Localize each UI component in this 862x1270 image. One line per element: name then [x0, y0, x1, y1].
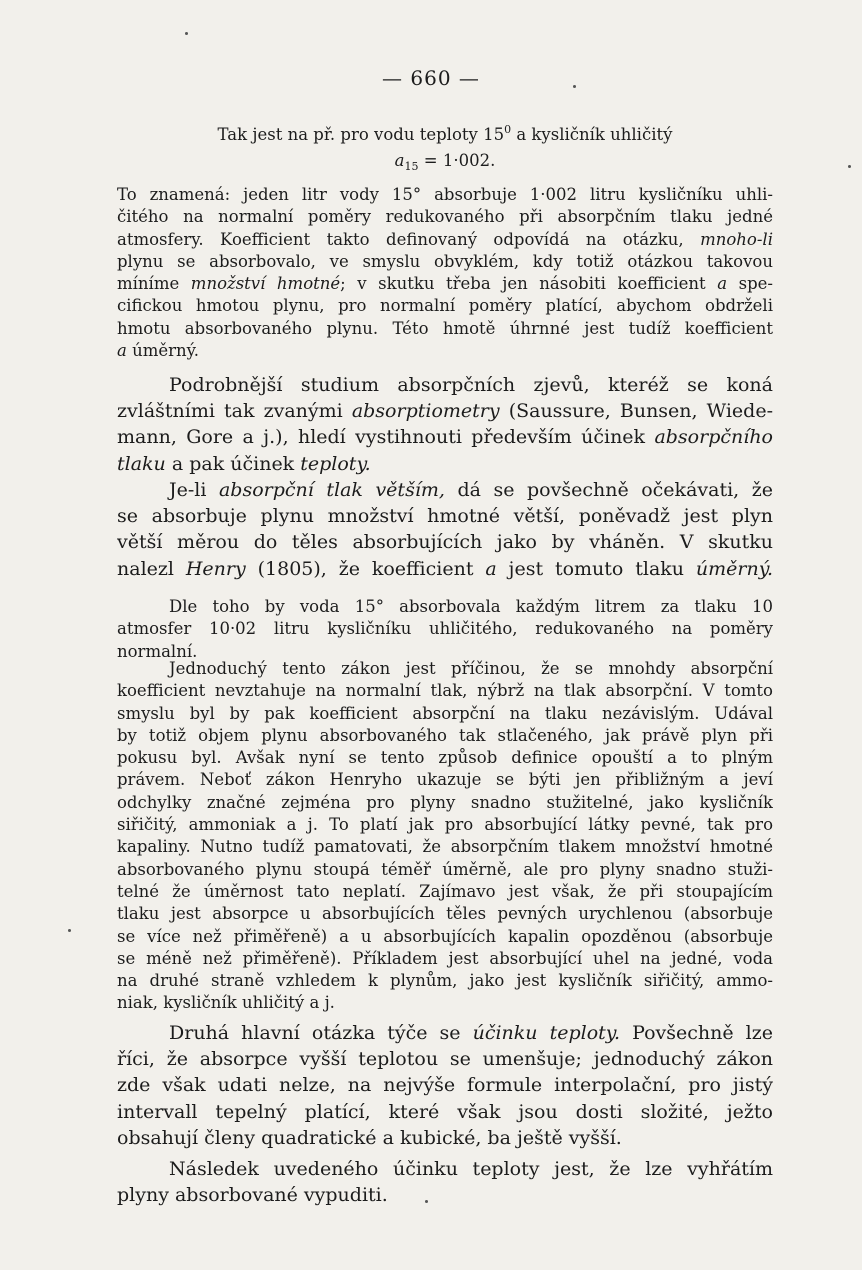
text-line: atmosfer 10·02 litru kysličníku uhličitého, redukovaného na poměry — [117, 619, 773, 639]
text-line: a úměrný. — [117, 341, 200, 361]
text-line: Tak jest na př. pro vodu teploty $15^0$ a kysličník uhličitý — [217, 124, 673, 144]
text-line: na druhé straně vzhledem k plynům, jako jest kysličník siřičitý, ammo- — [117, 971, 773, 991]
scan-speck — [573, 85, 576, 88]
text-line: zde však udati nelze, na nejvýše formule interpolační, pro jistý — [117, 1074, 773, 1097]
scan-speck — [848, 165, 851, 168]
text-line: obsahují členy quadratické a kubické, ba ještě vyšší. — [117, 1126, 622, 1149]
text-line: atmosfery. Koefficient takto definovaný odpovídá na otázku, mnoho-li — [117, 229, 773, 249]
text-line: plynu se absorbovalo, ve smyslu obvyklém, kdy totiž otázkou takovou — [117, 251, 773, 271]
text-line: telné že úměrnost tato neplatí. Zajímavo jest však, že při stoupajícím — [117, 881, 773, 901]
text-line: říci, že absorpce vyšší teplotou se umenšuje; jednoduchý zákon — [117, 1048, 773, 1071]
page-number: — 660 — — [382, 66, 480, 90]
paragraph-studies — [117, 372, 773, 477]
text-line: smyslu byl by pak koefficient absorpční na tlaku nezávislým. Udával — [117, 703, 773, 723]
text-line: Je-li absorpční tlak větším, dá se povšechně očekávati, že — [169, 479, 773, 501]
text-line: tlaku a pak účinek teploty. — [117, 452, 371, 475]
text-line: Jednoduchý tento zákon jest příčinou, že se mnohdy absorpční — [169, 659, 773, 678]
text-line: pokusu byl. Avšak nyní se tento způsob definice opouští a to plným — [117, 748, 773, 768]
paragraph-temperature — [117, 1020, 773, 1151]
paragraph-henry-law — [117, 658, 773, 1015]
text-line: koefficient nevztahuje na normalní tlak, nýbrž na tlak absorpční. V tomto — [117, 681, 773, 701]
text-line: To znamená: jeden litr vody 15° absorbuje 1·002 litru kysličníku uhli- — [117, 185, 773, 204]
text-line: by totiž objem plynu absorbovaného tak stlačeného, jak právě plyn při — [117, 725, 773, 745]
paragraph-example — [117, 596, 773, 663]
text-line: se více než přiměřeně) a u absorbujících kapalin opozděnou (absorbuje — [117, 926, 773, 946]
paragraph-consequence — [117, 1156, 773, 1208]
text-line: mann, Gore a j.), hledí vystihnouti především účinek absorpčního — [117, 426, 773, 449]
text-line: Druhá hlavní otázka týče se účinku teploty. Povšechně lze — [169, 1022, 773, 1044]
text-line: niak, kysličník uhličitý a j. — [117, 993, 335, 1013]
text-line: tlaku jest absorpce u absorbujících těles pevných urychlenou (absorbuje — [117, 904, 773, 924]
formula — [117, 150, 773, 174]
text-line: normalní. — [117, 641, 198, 661]
text-line: se méně než přiměřeně). Příkladem jest absorbující uhel na jedné, voda — [117, 948, 773, 968]
paragraph-definition — [117, 184, 773, 362]
text-line: plyny absorbované vypuditi. — [117, 1184, 388, 1207]
text-line: zvláštními tak zvanými absorptiometry (Saussure, Bunsen, Wiede- — [117, 400, 773, 423]
text-line: větší měrou do těles absorbujících jako by vháněn. V skutku — [117, 531, 773, 554]
text-line: cifickou hmotou plynu, pro normalní poměry platící, abychom obdrželi — [117, 296, 773, 316]
text-line: nalezl Henry (1805), že koefficient a jest tomuto tlaku úměrný. — [117, 557, 773, 580]
text-line: hmotu absorbovaného plynu. Této hmotě úhrnné jest tudíž koefficient — [117, 318, 773, 338]
text-line: čitého na normalní poměry redukovaného při absorpčním tlaku jedné — [117, 207, 773, 227]
text-line: míníme množství hmotné; v skutku třeba jen násobiti koefficient a spe- — [117, 274, 773, 294]
text-line: kapaliny. Nutno tudíž pamatovati, že absorpčním tlakem množství hmotné — [117, 837, 773, 857]
scan-speck — [68, 929, 71, 932]
text-line: se absorbuje plynu množství hmotné větší, poněvadž jest plyn — [117, 505, 773, 528]
paragraph-intro — [117, 124, 773, 148]
text-line: absorbovaného plynu stoupá téměř úměrně, ale pro plyny snadno stuži- — [117, 859, 773, 879]
text-line: odchylky značné zejména pro plyny snadno stužitelné, jako kysličník — [117, 792, 773, 812]
scan-speck — [425, 1200, 428, 1203]
text-line: intervall tepelný platící, které však jsou dosti složité, ježto — [117, 1100, 773, 1123]
paragraph-pressure — [117, 477, 773, 582]
text-line: Dle toho by voda 15° absorbovala každým litrem za tlaku 10 — [169, 597, 773, 616]
scan-speck — [185, 32, 188, 35]
formula-line: $a_{15} = 1\cdot 002$. — [394, 151, 496, 173]
text-line: právem. Neboť zákon Henryho ukazuje se býti jen přibližným a jeví — [117, 770, 773, 790]
text-line: Podrobnější studium absorpčních zjevů, kteréž se koná — [169, 374, 773, 396]
text-line: Následek uvedeného účinku teploty jest, že lze vyhřátím — [169, 1158, 773, 1180]
text-line: siřičitý, ammoniak a j. To platí jak pro absorbující látky pevné, tak pro — [117, 815, 773, 835]
